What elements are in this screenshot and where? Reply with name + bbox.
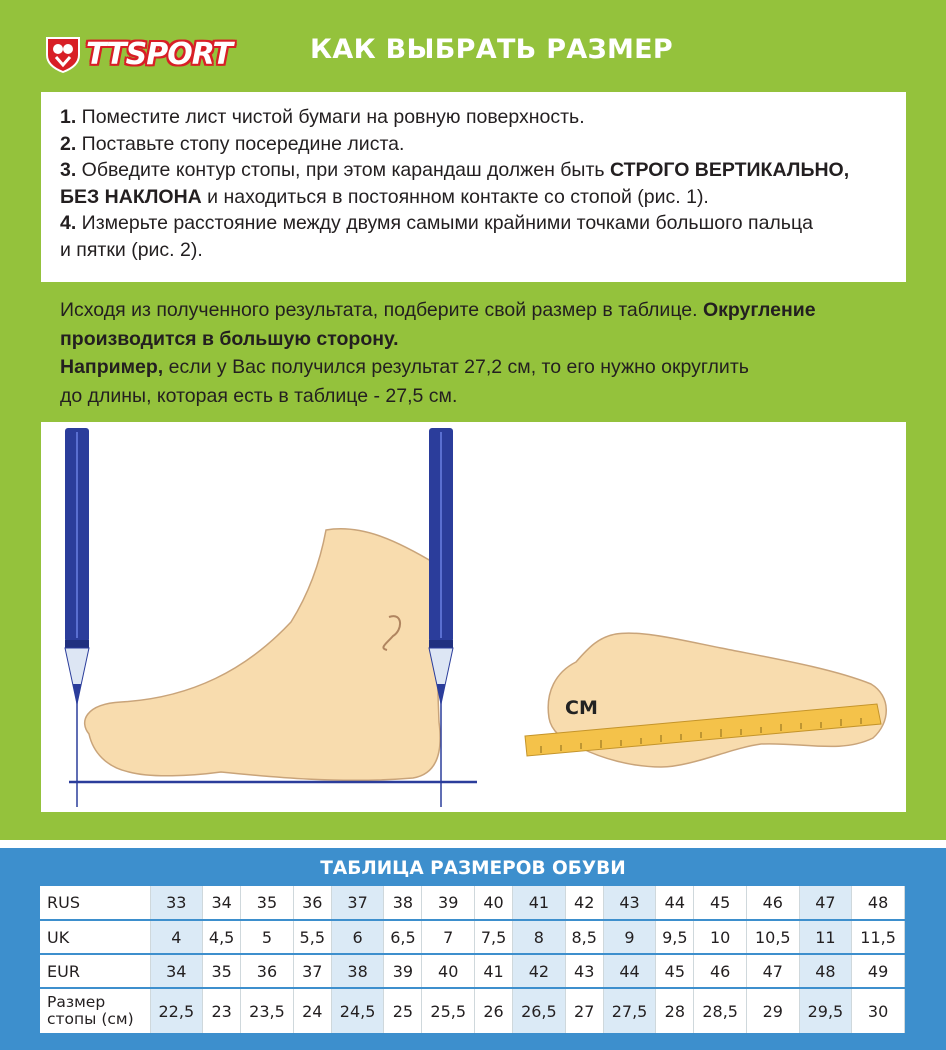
size-cell: 6 <box>331 920 384 954</box>
row-label-rus: RUS <box>40 886 150 920</box>
size-cell: 29 <box>746 988 799 1034</box>
row-rus <box>40 886 905 920</box>
size-cell: 6,5 <box>384 920 422 954</box>
size-cell: 47 <box>746 954 799 988</box>
size-cell: 26,5 <box>513 988 566 1034</box>
step-3: 3. Обведите контур стопы, при этом карандаш должен быть СТРОГО ВЕРТИКАЛЬНО, <box>60 159 850 181</box>
size-cell: 27,5 <box>603 988 656 1034</box>
size-cell: 43 <box>603 886 656 920</box>
size-cell: 45 <box>694 886 747 920</box>
size-cell: 37 <box>331 886 384 920</box>
size-cell: 44 <box>656 886 694 920</box>
size-cell: 39 <box>384 954 422 988</box>
size-cell: 23,5 <box>241 988 294 1034</box>
step-3-cont: БЕЗ НАКЛОНА и находиться в постоянном контакте со стопой (рис. 1). <box>60 185 709 208</box>
size-cell: 4,5 <box>203 920 241 954</box>
size-cell: 41 <box>513 886 566 920</box>
size-cell: 7 <box>422 920 475 954</box>
size-cell: 47 <box>799 886 852 920</box>
size-cell: 27 <box>565 988 603 1034</box>
row-label-uk: UK <box>40 920 150 954</box>
row-label-eur: EUR <box>40 954 150 988</box>
brand-name: TTSPORT <box>86 36 232 72</box>
size-cell: 38 <box>331 954 384 988</box>
size-cell: 25,5 <box>422 988 475 1034</box>
pencil-left-icon <box>65 428 89 704</box>
size-cell: 35 <box>241 886 294 920</box>
step-4-cont: и пятки (рис. 2). <box>60 238 203 261</box>
size-cell: 11,5 <box>852 920 905 954</box>
size-cell: 42 <box>513 954 566 988</box>
size-cell: 34 <box>150 954 203 988</box>
step-2: 2. Поставьте стопу посередине листа. <box>60 132 405 155</box>
size-cell: 10 <box>694 920 747 954</box>
step-1: 1. Поместите лист чистой бумаги на ровную поверхность. <box>60 106 585 128</box>
size-cell: 9 <box>603 920 656 954</box>
size-cell: 4 <box>150 920 203 954</box>
size-cell: 26 <box>475 988 513 1034</box>
size-cell: 46 <box>694 954 747 988</box>
instructions-box <box>41 92 906 282</box>
size-cell: 24 <box>293 988 331 1034</box>
size-cell: 46 <box>746 886 799 920</box>
size-cell: 37 <box>293 954 331 988</box>
size-cell: 49 <box>852 954 905 988</box>
size-cell: 36 <box>241 954 294 988</box>
size-cell: 39 <box>422 886 475 920</box>
size-table <box>40 886 905 1035</box>
size-cell: 33 <box>150 886 203 920</box>
size-cell: 5 <box>241 920 294 954</box>
shield-logo-icon <box>44 35 82 73</box>
size-cell: 22,5 <box>150 988 203 1034</box>
size-cell: 9,5 <box>656 920 694 954</box>
size-cell: 8,5 <box>565 920 603 954</box>
size-cell: 8 <box>513 920 566 954</box>
size-cell: 30 <box>852 988 905 1034</box>
size-cell: 40 <box>475 886 513 920</box>
size-cell: 7,5 <box>475 920 513 954</box>
size-cell: 29,5 <box>799 988 852 1034</box>
size-cell: 23 <box>203 988 241 1034</box>
size-cell: 45 <box>656 954 694 988</box>
size-cell: 24,5 <box>331 988 384 1034</box>
size-cell: 48 <box>852 886 905 920</box>
size-cell: 35 <box>203 954 241 988</box>
size-cell: 28 <box>656 988 694 1034</box>
size-cell: 42 <box>565 886 603 920</box>
brand-logo[interactable] <box>44 34 232 74</box>
step-4: 4. Измерьте расстояние между двумя самыми крайними точками большого пальца <box>60 212 813 234</box>
size-cell: 34 <box>203 886 241 920</box>
row-eur <box>40 954 905 988</box>
measurement-illustration <box>41 422 906 812</box>
size-cell: 11 <box>799 920 852 954</box>
size-cell: 38 <box>384 886 422 920</box>
size-cell: 48 <box>799 954 852 988</box>
row-uk <box>40 920 905 954</box>
size-cell: 10,5 <box>746 920 799 954</box>
pencil-right-icon <box>429 428 453 704</box>
cm-label: СМ <box>565 697 598 719</box>
size-cell: 36 <box>293 886 331 920</box>
size-cell: 43 <box>565 954 603 988</box>
size-table-title: ТАБЛИЦА РАЗМЕРОВ ОБУВИ <box>320 858 626 879</box>
size-cell: 5,5 <box>293 920 331 954</box>
foot-diagram <box>41 422 906 812</box>
size-cell: 40 <box>422 954 475 988</box>
size-cell: 28,5 <box>694 988 747 1034</box>
foot-side-view <box>85 529 440 781</box>
rounding-note: Исходя из полученного результата, подберите свой размер в таблице. Округление производится в большую сторону. Например, если у Вас получился результат 27,2 см, то его нужно округлить до длины, которая есть в таблице - 27,5 см. <box>60 299 816 407</box>
row-foot-length <box>40 988 905 1034</box>
page-title: КАК ВЫБРАТЬ РАЗМЕР <box>310 34 674 65</box>
row-label-foot-length: Размер стопы (см) <box>40 988 150 1034</box>
size-cell: 44 <box>603 954 656 988</box>
size-cell: 25 <box>384 988 422 1034</box>
size-cell: 41 <box>475 954 513 988</box>
